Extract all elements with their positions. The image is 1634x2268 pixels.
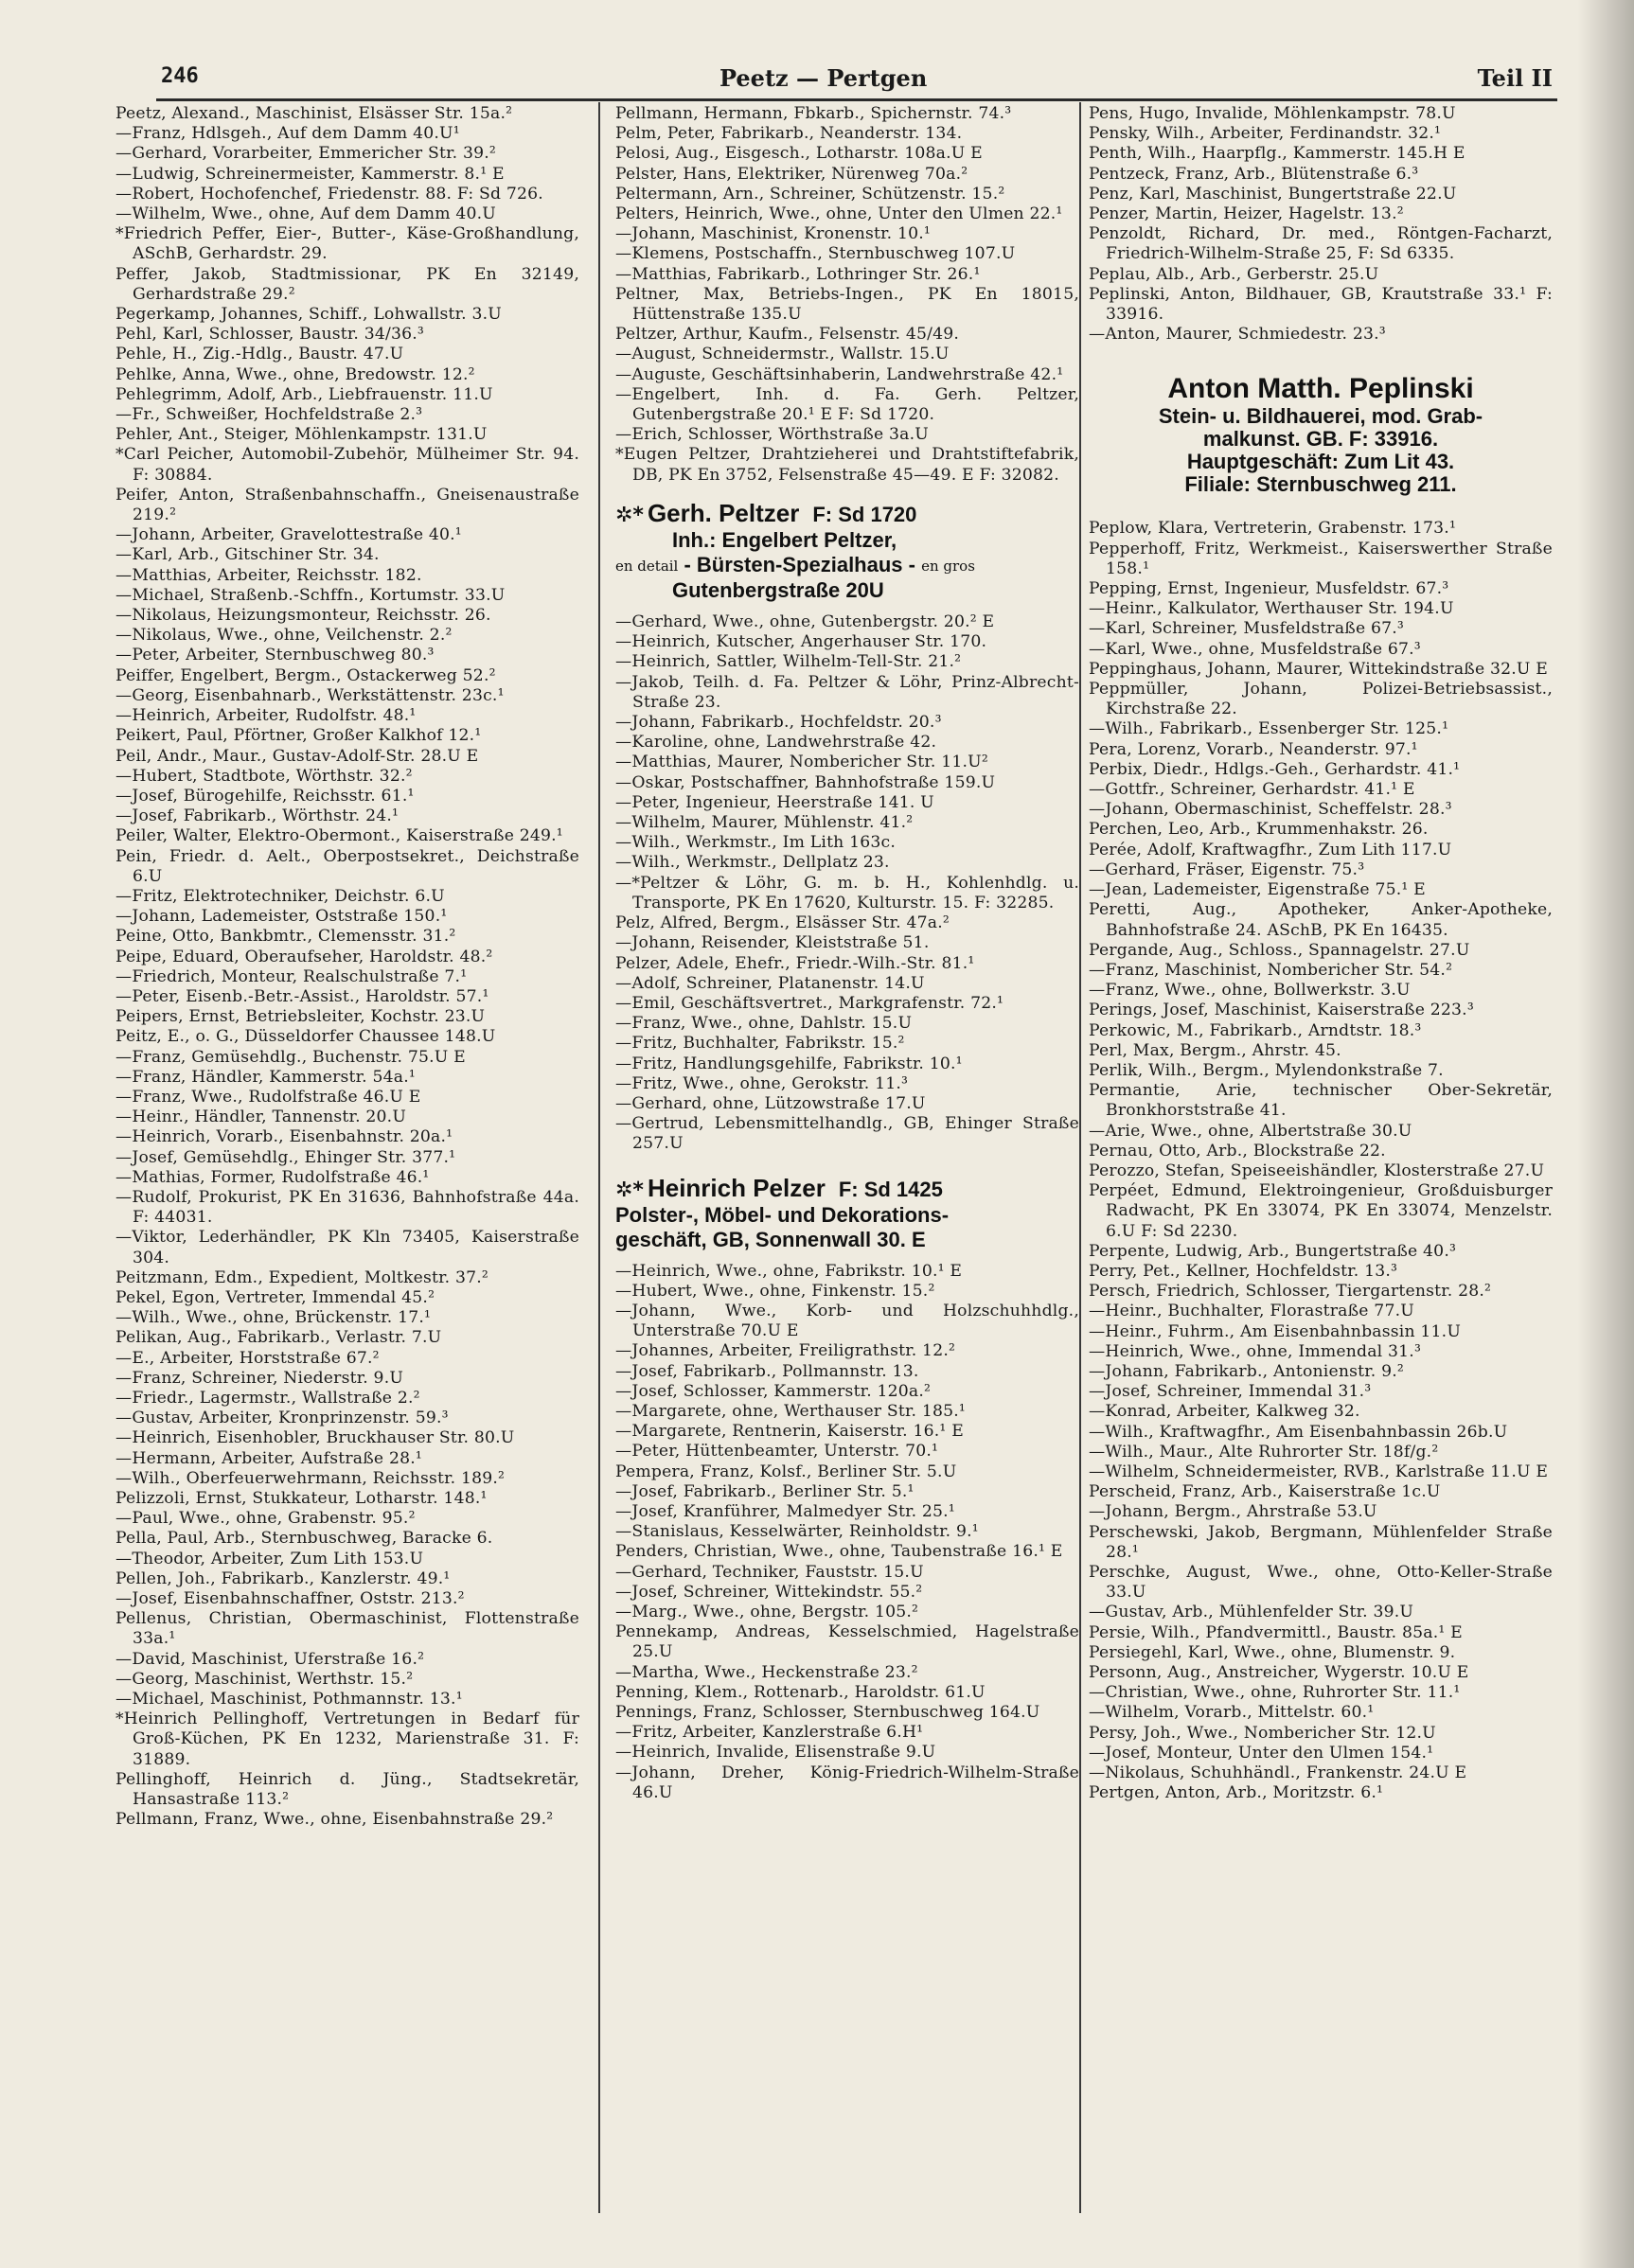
directory-entry: Perscheid, Franz, Arb., Kaiserstraße 1c.U xyxy=(1089,1482,1441,1502)
directory-entry: Persiegehl, Karl, Wwe., ohne, Blumenstr. 9. xyxy=(1089,1642,1456,1662)
directory-entry: —Heinr., Händler, Tannenstr. 20.U xyxy=(115,1107,407,1127)
directory-entry: —Heinrich, Sattler, Wilhelm-Tell-Str. 21.² xyxy=(615,652,962,672)
directory-entry: Perschke, August, Wwe., ohne, Otto-Keller-Straße 33.U xyxy=(1089,1563,1553,1603)
ad-line: Hauptgeschäft: Zum Lit 43. xyxy=(1186,450,1455,474)
directory-entry: Pepperhoff, Fritz, Werkmeist., Kaiserswerther Straße 158.¹ xyxy=(1089,539,1553,578)
directory-entry: Pegerkamp, Johannes, Schiff., Lohwallstr. 3.U xyxy=(115,305,502,325)
ad-peplinski xyxy=(1089,373,1553,496)
directory-entry: Pepping, Ernst, Ingenieur, Musfeldstr. 67.³ xyxy=(1089,579,1449,599)
directory-entry: Peiffer, Engelbert, Bergm., Ostackerweg 52.² xyxy=(115,665,496,685)
directory-entry: —Josef, Eisenbahnschaffner, Oststr. 213.² xyxy=(115,1589,465,1609)
ad-line: Polster-, Möbel- und Dekorations- xyxy=(615,1202,950,1227)
directory-entry: —Franz, Schreiner, Niederstr. 9.U xyxy=(115,1368,404,1388)
directory-entry: —Johann, Bergm., Ahrstraße 53.U xyxy=(1089,1502,1377,1522)
directory-entry: *Heinrich Pellinghoff, Vertretungen in Bedarf für Groß-Küchen, PK En 1232, Marienstraße 31. F: 31889. xyxy=(115,1710,579,1769)
directory-entry: —Gerhard, Vorarbeiter, Emmericher Str. 39.² xyxy=(115,144,496,164)
directory-entry: —Gerhard, ohne, Lützowstraße 17.U xyxy=(615,1093,926,1113)
directory-entry: Penth, Wilh., Haarpflg., Kammerstr. 145.H E xyxy=(1089,144,1465,164)
directory-entry: —Josef, Schreiner, Wittekindstr. 55.² xyxy=(615,1582,923,1602)
directory-entry: —Auguste, Geschäftsinhaberin, Landwehrstraße 42.¹ xyxy=(615,364,1064,384)
directory-entry: —Hubert, Wwe., ohne, Finkenstr. 15.² xyxy=(615,1281,935,1301)
directory-entry: —Franz, Wwe., ohne, Bollwerkstr. 3.U xyxy=(1089,981,1411,1001)
directory-entry: —Matthias, Fabrikarb., Lothringer Str. 26.¹ xyxy=(615,264,981,284)
directory-entry: Peltner, Max, Betriebs-Ingen., PK En 18015, Hüttenstraße 135.U xyxy=(615,284,1079,325)
directory-entry: —Ludwig, Schreinermeister, Kammerstr. 8.¹ E xyxy=(115,164,505,184)
directory-entry: —Heinr., Buchhalter, Florastraße 77.U xyxy=(1089,1302,1414,1321)
directory-entry: Perl, Max, Bergm., Ahrstr. 45. xyxy=(1089,1040,1341,1060)
directory-entry: Peretti, Aug., Apotheker, Anker-Apotheke, Bahnhofstraße 24. ASchB, PK En 16435. xyxy=(1089,900,1553,940)
directory-entry: Peifer, Anton, Straßenbahnschaffn., Gneisenaustraße 219.² xyxy=(115,485,579,525)
ad-note: en gros xyxy=(921,558,975,576)
directory-entry: —Gerhard, Techniker, Fauststr. 15.U xyxy=(615,1562,924,1582)
directory-entry: Peipe, Eduard, Oberaufseher, Haroldstr. 48.² xyxy=(115,947,493,966)
ad-phone: F: Sd 1425 xyxy=(838,1177,943,1201)
directory-entry: —Johann, Dreher, König-Friedrich-Wilhelm-Straße 46.U xyxy=(615,1763,1079,1802)
directory-entry: —Karl, Wwe., ohne, Musfeldstraße 67.³ xyxy=(1089,639,1421,659)
ad-phone: F: Sd 1720 xyxy=(812,502,917,526)
directory-entry: —Josef, Schlosser, Kammerstr. 120a.² xyxy=(615,1381,932,1401)
directory-entry: —Klemens, Postschaffn., Sternbuschweg 107.U xyxy=(615,244,1016,264)
page-title: Peetz — Pertgen xyxy=(719,64,928,92)
directory-entry: —August, Schneidermstr., Wallstr. 15.U xyxy=(615,345,950,364)
directory-entry: —Gustav, Arb., Mühlenfelder Str. 39.U xyxy=(1089,1603,1414,1622)
directory-entry: —Gerhard, Wwe., ohne, Gutenbergstr. 20.² E xyxy=(615,612,995,632)
directory-entry: —Johann, Fabrikarb., Hochfeldstr. 20.³ xyxy=(615,713,942,733)
directory-entry: —Fr., Schweißer, Hochfeldstraße 2.³ xyxy=(115,405,423,425)
directory-entry: —Wilhelm, Vorarb., Mittelstr. 60.¹ xyxy=(1089,1703,1375,1723)
directory-entry: —Heinr., Fuhrm., Am Eisenbahnbassin 11.U xyxy=(1089,1321,1462,1341)
directory-entry: —Heinrich, Kutscher, Angerhauser Str. 170. xyxy=(615,632,987,652)
directory-entry: Peltzer, Arthur, Kaufm., Felsenstr. 45/49. xyxy=(615,325,960,345)
directory-entry: Peikert, Paul, Pförtner, Großer Kalkhof 12.¹ xyxy=(115,726,482,746)
ad-firm: Gerh. Peltzer xyxy=(647,498,800,527)
directory-entry: Perry, Pet., Kellner, Hochfeldstr. 13.³ xyxy=(1089,1261,1398,1281)
directory-entry: —Georg, Eisenbahnarb., Werkstättenstr. 23c.¹ xyxy=(115,685,505,705)
directory-entry: —Fritz, Buchhalter, Fabrikstr. 15.² xyxy=(615,1034,905,1054)
directory-entry: —Johann, Wwe., Korb- und Holzschuhhdlg., Unterstraße 70.U E xyxy=(615,1301,1079,1341)
directory-entry: Perée, Adolf, Kraftwagfhr., Zum Lith 117.U xyxy=(1089,840,1452,859)
directory-entry: Perings, Josef, Maschinist, Kaiserstraße 223.³ xyxy=(1089,1001,1474,1020)
directory-entry: —Robert, Hochofenchef, Friedenstr. 88. F: Sd 726. xyxy=(115,184,543,204)
directory-entry: Peitz, E., o. G., Düsseldorfer Chaussee 148.U xyxy=(115,1027,496,1047)
directory-entry: —Wilh., Werkmstr., Im Lith 163c. xyxy=(615,833,897,853)
directory-entry: —*Peltzer & Löhr, G. m. b. H., Kohlenhdlg. u. Transporte, PK En 17620, Kulturstr. 15. F: 32285. xyxy=(615,873,1079,913)
directory-entry: Pellmann, Hermann, Fbkarb., Spichernstr. 74.³ xyxy=(615,104,1012,123)
directory-entry: Pehl, Karl, Schlosser, Baustr. 34/36.³ xyxy=(115,325,424,345)
directory-entry: —Erich, Schlosser, Wörthstraße 3a.U xyxy=(615,425,929,445)
directory-entry: Pempera, Franz, Kolsf., Berliner Str. 5.U xyxy=(615,1462,957,1481)
directory-entry: Peppmüller, Johann, Polizei-Betriebsassist., Kirchstraße 22. xyxy=(1089,680,1553,719)
directory-entry: —Franz, Wwe., Rudolfstraße 46.U E xyxy=(115,1087,421,1107)
directory-entry: Pehlegrimm, Adolf, Arb., Liebfrauenstr. 11.U xyxy=(115,384,493,404)
directory-entry: —Josef, Schreiner, Immendal 31.³ xyxy=(1089,1382,1372,1402)
directory-entry: Pehle, H., Zig.-Hdlg., Baustr. 47.U xyxy=(115,345,404,364)
directory-entry: Perbix, Diedr., Hdlgs.-Geh., Gerhardstr. 41.¹ xyxy=(1089,759,1461,779)
directory-entry: Pein, Friedr. d. Aelt., Oberpostsekret., Deichstraße 6.U xyxy=(115,846,579,886)
directory-entry: —Heinrich, Wwe., ohne, Immendal 31.³ xyxy=(1089,1341,1422,1361)
directory-entry: —Karl, Arb., Gitschiner Str. 34. xyxy=(115,545,380,565)
directory-entry: —Jakob, Teilh. d. Fa. Peltzer & Löhr, Prinz-Albrecht-Straße 23. xyxy=(615,672,1079,712)
directory-entry: —Oskar, Postschaffner, Bahnhofstraße 159.U xyxy=(615,772,996,792)
directory-entry: —Stanislaus, Kesselwärter, Reinholdstr. 9.¹ xyxy=(615,1522,979,1542)
directory-entry: Permantie, Arie, technischer Ober-Sekretär, Bronkhorststraße 41. xyxy=(1089,1081,1553,1121)
directory-entry: Peil, Andr., Maur., Gustav-Adolf-Str. 28.U E xyxy=(115,746,479,766)
directory-entry: —Johann, Reisender, Kleiststraße 51. xyxy=(615,933,930,953)
directory-entry: Pelizzoli, Ernst, Stukkateur, Lotharstr. 148.¹ xyxy=(115,1489,488,1509)
directory-entry: —Johann, Fabrikarb., Antonienstr. 9.² xyxy=(1089,1361,1405,1381)
directory-entry: —Wilhelm, Schneidermeister, RVB., Karlstraße 11.U E xyxy=(1089,1462,1549,1481)
directory-entry: Pennings, Franz, Schlosser, Sternbuschweg 164.U xyxy=(615,1703,1040,1722)
directory-entry: —Rudolf, Prokurist, PK En 31636, Bahnhofstraße 44a. F: 44031. xyxy=(115,1187,579,1228)
directory-entry: —Josef, Gemüsehdlg., Ehinger Str. 377.¹ xyxy=(115,1147,456,1167)
directory-entry: —Martha, Wwe., Heckenstraße 23.² xyxy=(615,1662,918,1682)
directory-entry: Pellen, Joh., Fabrikarb., Kanzlerstr. 49.¹ xyxy=(115,1568,451,1588)
directory-entry: —E., Arbeiter, Horststraße 67.² xyxy=(115,1348,380,1368)
directory-entry: —Marg., Wwe., ohne, Bergstr. 105.² xyxy=(615,1602,919,1621)
directory-entry: *Eugen Peltzer, Drahtzieherei und Drahtstiftefabrik, DB, PK En 3752, Felsenstraße 45—49. E F: 32082. xyxy=(615,445,1079,485)
directory-entry: —Fritz, Elektrotechniker, Deichstr. 6.U xyxy=(115,886,445,906)
directory-entry: —Nikolaus, Schuhhändl., Frankenstr. 24.U E xyxy=(1089,1763,1467,1783)
ad-line: Filiale: Sternbuschweg 211. xyxy=(1184,472,1457,497)
directory-entry: —Engelbert, Inh. d. Fa. Gerh. Peltzer, Gutenbergstraße 20.¹ E F: Sd 1720. xyxy=(615,384,1079,425)
directory-entry: —Peter, Hüttenbeamter, Unterstr. 70.¹ xyxy=(615,1442,939,1462)
directory-entry: Peppinghaus, Johann, Maurer, Wittekindstraße 32.U E xyxy=(1089,659,1549,679)
directory-entry: —Johannes, Arbeiter, Freiligrathstr. 12.² xyxy=(615,1341,956,1361)
page-number: 246 xyxy=(161,64,199,88)
directory-entry: Persy, Joh., Wwe., Nombericher Str. 12.U xyxy=(1089,1723,1436,1743)
directory-entry: —Heinrich, Eisenhobler, Bruckhauser Str. 80.U xyxy=(115,1428,515,1448)
directory-entry: —Franz, Hdlsgeh., Auf dem Damm 40.U¹ xyxy=(115,124,460,144)
directory-entry: —Peter, Arbeiter, Sternbuschweg 80.³ xyxy=(115,646,435,665)
directory-entry: Pellenus, Christian, Obermaschinist, Flottenstraße 33a.¹ xyxy=(115,1609,579,1649)
directory-entry: Persch, Friedrich, Schlosser, Tiergartenstr. 28.² xyxy=(1089,1282,1492,1302)
directory-entry: —Josef, Bürogehilfe, Reichsstr. 61.¹ xyxy=(115,786,415,806)
directory-entry: —Wilhelm, Wwe., ohne, Auf dem Damm 40.U xyxy=(115,204,496,224)
directory-entry: Perschewski, Jakob, Bergmann, Mühlenfelder Straße 28.¹ xyxy=(1089,1522,1553,1562)
ad-note: en detail xyxy=(615,558,679,576)
directory-entry: Persie, Wilh., Pfandvermittl., Baustr. 85a.¹ E xyxy=(1089,1622,1463,1642)
directory-entry: Pelm, Peter, Fabrikarb., Neanderstr. 134. xyxy=(615,124,963,144)
directory-entry: —Theodor, Arbeiter, Zum Lith 153.U xyxy=(115,1549,424,1568)
ad-gerh-peltzer xyxy=(615,499,1079,603)
directory-entry: Pelster, Hans, Elektriker, Nürenweg 70a.² xyxy=(615,164,968,184)
directory-entry: —Hermann, Arbeiter, Aufstraße 28.¹ xyxy=(115,1448,422,1468)
star-icon: ✲* xyxy=(615,1178,644,1202)
directory-entry: —Fritz, Wwe., ohne, Gerokstr. 11.³ xyxy=(615,1073,909,1093)
directory-entry: —Wilh., Oberfeuerwehrmann, Reichsstr. 189.² xyxy=(115,1468,506,1488)
directory-entry: Perchen, Leo, Arb., Krummenhakstr. 26. xyxy=(1089,820,1429,840)
page-part: Teil II xyxy=(1477,64,1553,92)
directory-entry: Pentzeck, Franz, Arb., Blütenstraße 6.³ xyxy=(1089,164,1419,184)
directory-entry: Peine, Otto, Bankbmtr., Clemensstr. 31.² xyxy=(115,927,456,947)
directory-entry: —Josef, Monteur, Unter den Ulmen 154.¹ xyxy=(1089,1743,1434,1763)
directory-entry: —Wilh., Werkmstr., Dellplatz 23. xyxy=(615,853,890,873)
directory-entry: —Josef, Fabrikarb., Pollmannstr. 13. xyxy=(615,1361,919,1381)
directory-entry: —Michael, Straßenb.-Schffn., Kortumstr. 33.U xyxy=(115,585,506,605)
directory-entry: —Matthias, Maurer, Nombericher Str. 11.U² xyxy=(615,753,988,772)
directory-entry: —Emil, Geschäftsvertret., Markgrafenstr. 72.¹ xyxy=(615,993,1004,1013)
directory-entry: —Wilh., Fabrikarb., Essenberger Str. 125.¹ xyxy=(1089,719,1449,739)
directory-entry: Penz, Karl, Maschinist, Bungertstraße 22.U xyxy=(1089,184,1457,204)
directory-entry: —Christian, Wwe., ohne, Ruhrorter Str. 11.¹ xyxy=(1089,1683,1461,1703)
directory-entry: —Matthias, Arbeiter, Reichsstr. 182. xyxy=(115,565,422,585)
ad-line: - Bürsten-Spezialhaus - xyxy=(684,552,915,576)
directory-entry: —Nikolaus, Wwe., ohne, Veilchenstr. 2.² xyxy=(115,626,453,646)
directory-entry: Peetz, Alexand., Maschinist, Elsässer Str. 15a.² xyxy=(115,104,513,123)
directory-entry: Penning, Klem., Rottenarb., Haroldstr. 61.U xyxy=(615,1682,986,1702)
directory-entry: —Wilhelm, Maurer, Mühlenstr. 41.² xyxy=(615,813,914,833)
directory-entry: *Friedrich Peffer, Eier-, Butter-, Käse-Großhandlung, ASchB, Gerhardstr. 29. xyxy=(115,224,579,264)
directory-entry: Pelosi, Aug., Eisgesch., Lotharstr. 108a.U E xyxy=(615,144,983,164)
directory-column-3 xyxy=(1089,104,1553,1803)
directory-entry: Peplau, Alb., Arb., Gerberstr. 25.U xyxy=(1089,264,1379,284)
page-header xyxy=(161,64,1553,102)
directory-entry: —Heinrich, Invalide, Elisenstraße 9.U xyxy=(615,1743,936,1763)
directory-entry: Pensky, Wilh., Arbeiter, Ferdinandstr. 32.¹ xyxy=(1089,124,1442,144)
directory-entry: —Franz, Händler, Kammerstr. 54a.¹ xyxy=(115,1067,416,1087)
directory-entry: Peitzmann, Edm., Expedient, Moltkestr. 37.² xyxy=(115,1267,488,1287)
star-icon: ✲* xyxy=(615,503,644,527)
directory-entry: Perlik, Wilh., Bergm., Mylendonkstraße 7. xyxy=(1089,1060,1444,1080)
directory-entry: —Peter, Ingenieur, Heerstraße 141. U xyxy=(615,792,934,812)
ad-line: Stein- u. Bildhauerei, mod. Grab- xyxy=(1158,404,1483,429)
directory-entry: —Friedr., Lagermstr., Wallstraße 2.² xyxy=(115,1389,420,1408)
ad-heinrich-pelzer xyxy=(615,1174,1079,1252)
directory-entry: Peltermann, Arn., Schreiner, Schützenstr. 15.² xyxy=(615,184,1005,204)
directory-entry: —Gerhard, Fräser, Eigenstr. 75.³ xyxy=(1089,859,1365,879)
column-divider xyxy=(598,102,600,2213)
ad-line: Inh.: Engelbert Peltzer, xyxy=(672,527,897,552)
directory-entry: —Hubert, Stadtbote, Wörthstr. 32.² xyxy=(115,766,413,786)
directory-entry: Pelzer, Adele, Ehefr., Friedr.-Wilh.-Str. 81.¹ xyxy=(615,953,975,973)
directory-entry: —Nikolaus, Heizungsmonteur, Reichsstr. 26. xyxy=(115,606,491,626)
page-edge-shadow xyxy=(1577,0,1634,2268)
directory-entry: Pertgen, Anton, Arb., Moritzstr. 6.¹ xyxy=(1089,1783,1384,1803)
directory-entry: —Wilh., Kraftwagfhr., Am Eisenbahnbassin 26b.U xyxy=(1089,1422,1508,1442)
directory-entry: Peplinski, Anton, Bildhauer, GB, Krautstraße 33.¹ F: 33916. xyxy=(1089,284,1553,325)
directory-entry: Personn, Aug., Anstreicher, Wygerstr. 10.U E xyxy=(1089,1663,1469,1683)
directory-entry: —Jean, Lademeister, Eigenstraße 75.¹ E xyxy=(1089,880,1426,900)
directory-entry: —Franz, Maschinist, Nombericher Str. 54.² xyxy=(1089,960,1453,980)
directory-entry: —Margarete, ohne, Werthauser Str. 185.¹ xyxy=(615,1401,966,1421)
directory-entry: —Johann, Arbeiter, Gravelottestraße 40.¹ xyxy=(115,525,462,545)
directory-entry: —Karl, Schreiner, Musfeldstraße 67.³ xyxy=(1089,619,1405,639)
directory-column-2 xyxy=(615,104,1079,1803)
ad-firm: Heinrich Pelzer xyxy=(647,1173,826,1202)
directory-entry: —Anton, Maurer, Schmiedestr. 23.³ xyxy=(1089,325,1386,345)
directory-entry: —Franz, Wwe., ohne, Dahlstr. 15.U xyxy=(615,1014,913,1034)
directory-entry: Peipers, Ernst, Betriebsleiter, Kochstr. 23.U xyxy=(115,1007,486,1027)
ad-line: Gutenbergstraße 20U xyxy=(672,578,884,603)
directory-entry: —Gottfr., Schreiner, Gerhardstr. 41.¹ E xyxy=(1089,780,1415,800)
directory-entry: —Fritz, Arbeiter, Kanzlerstraße 6.H¹ xyxy=(615,1723,924,1743)
directory-entry: —Konrad, Arbeiter, Kalkweg 32. xyxy=(1089,1402,1360,1422)
directory-entry: Pehlke, Anna, Wwe., ohne, Bredowstr. 12.² xyxy=(115,364,475,384)
directory-entry: Penzer, Martin, Heizer, Hagelstr. 13.² xyxy=(1089,204,1404,224)
directory-entry: Pellinghoff, Heinrich d. Jüng., Stadtsekretär, Hansastraße 113.² xyxy=(115,1769,579,1810)
directory-entry: Pehler, Ant., Steiger, Möhlenkampstr. 131.U xyxy=(115,425,488,445)
directory-entry: Perpéet, Edmund, Elektroingenieur, Großduisburger Radwacht, PK En 33074, PK En 33074, Menzelstr. 6.U F: Sd 2230. xyxy=(1089,1181,1553,1241)
directory-entry: —Arie, Wwe., ohne, Albertstraße 30.U xyxy=(1089,1121,1412,1141)
ad-line: malkunst. GB. F: 33916. xyxy=(1202,427,1439,452)
directory-entry: —Georg, Maschinist, Werthstr. 15.² xyxy=(115,1669,414,1689)
directory-entry: Penders, Christian, Wwe., ohne, Taubenstraße 16.¹ E xyxy=(615,1542,1063,1562)
directory-column-1 xyxy=(115,104,579,1830)
directory-entry: Peffer, Jakob, Stadtmissionar, PK En 32149, Gerhardstraße 29.² xyxy=(115,264,579,304)
directory-entry: —Johann, Lademeister, Oststraße 150.¹ xyxy=(115,907,448,927)
directory-entry: —Heinrich, Vorarb., Eisenbahnstr. 20a.¹ xyxy=(115,1127,453,1147)
directory-entry: —Viktor, Lederhändler, PK Kln 73405, Kaiserstraße 304. xyxy=(115,1228,579,1267)
directory-entry: Pens, Hugo, Invalide, Möhlenkampstr. 78.U xyxy=(1089,104,1456,123)
directory-entry: —Gustav, Arbeiter, Kronprinzenstr. 59.³ xyxy=(115,1409,449,1428)
directory-entry: Pelikan, Aug., Fabrikarb., Verlastr. 7.U xyxy=(115,1328,442,1348)
directory-entry: —Johann, Obermaschinist, Scheffelstr. 28.³ xyxy=(1089,800,1452,820)
directory-entry: Peplow, Klara, Vertreterin, Grabenstr. 173.¹ xyxy=(1089,519,1457,539)
directory-entry: Perozzo, Stefan, Speiseeishändler, Klosterstraße 27.U xyxy=(1089,1161,1545,1180)
directory-entry: Pellmann, Franz, Wwe., ohne, Eisenbahnstraße 29.² xyxy=(115,1810,554,1830)
directory-entry: —Michael, Maschinist, Pothmannstr. 13.¹ xyxy=(115,1690,463,1710)
ad-line: geschäft, GB, Sonnenwall 30. E xyxy=(615,1227,926,1251)
directory-entry: —Heinrich, Arbeiter, Rudolfstr. 48.¹ xyxy=(115,706,417,726)
directory-entry: Peiler, Walter, Elektro-Obermont., Kaiserstraße 249.¹ xyxy=(115,826,563,846)
directory-entry: Perpente, Ludwig, Arb., Bungertstraße 40.³ xyxy=(1089,1241,1457,1261)
directory-entry: —Wilh., Wwe., ohne, Brückenstr. 17.¹ xyxy=(115,1308,432,1328)
directory-entry: —Paul, Wwe., ohne, Grabenstr. 95.² xyxy=(115,1509,416,1529)
directory-entry: —Heinr., Kalkulator, Werthauser Str. 194.U xyxy=(1089,599,1454,619)
directory-entry: —Wilh., Maur., Alte Ruhrorter Str. 18f/g.² xyxy=(1089,1442,1439,1462)
directory-entry: —Josef, Fabrikarb., Berliner Str. 5.¹ xyxy=(615,1481,915,1501)
directory-entry: —Heinrich, Wwe., ohne, Fabrikstr. 10.¹ E xyxy=(615,1261,963,1281)
directory-entry: —Gertrud, Lebensmittelhandlg., GB, Ehinger Straße 257.U xyxy=(615,1114,1079,1154)
column-divider xyxy=(1079,102,1081,2213)
directory-entry: —Josef, Fabrikarb., Wörthstr. 24.¹ xyxy=(115,806,400,826)
directory-entry: Pergande, Aug., Schloss., Spannagelstr. 27.U xyxy=(1089,940,1470,960)
directory-entry: —Friedrich, Monteur, Realschulstraße 7.¹ xyxy=(115,966,468,986)
directory-entry: *Carl Peicher, Automobil-Zubehör, Mülheimer Str. 94. F: 30884. xyxy=(115,445,579,485)
directory-entry: Pekel, Egon, Vertreter, Immendal 45.² xyxy=(115,1287,435,1307)
directory-entry: —Peter, Eisenb.-Betr.-Assist., Haroldstr. 57.¹ xyxy=(115,986,489,1006)
directory-entry: Pelters, Heinrich, Wwe., ohne, Unter den Ulmen 22.¹ xyxy=(615,204,1063,224)
directory-entry: —Mathias, Former, Rudolfstraße 46.¹ xyxy=(115,1167,430,1187)
ad-firm: Anton Matth. Peplinski xyxy=(1167,373,1474,405)
directory-entry: —Margarete, Rentnerin, Kaiserstr. 16.¹ E xyxy=(615,1422,964,1442)
directory-entry: Pella, Paul, Arb., Sternbuschweg, Baracke 6. xyxy=(115,1529,493,1549)
directory-entry: Penzoldt, Richard, Dr. med., Röntgen-Facharzt, Friedrich-Wilhelm-Straße 25, F: Sd 6335. xyxy=(1089,224,1553,264)
header-rule xyxy=(156,98,1557,101)
directory-entry: Perkowic, M., Fabrikarb., Arndtstr. 18.³ xyxy=(1089,1020,1422,1040)
directory-entry: Pennekamp, Andreas, Kesselschmied, Hagelstraße 25.U xyxy=(615,1622,1079,1662)
directory-entry: —Adolf, Schreiner, Platanenstr. 14.U xyxy=(615,973,925,993)
directory-entry: —Karoline, ohne, Landwehrstraße 42. xyxy=(615,733,937,753)
directory-entry: —Franz, Gemüsehdlg., Buchenstr. 75.U E xyxy=(115,1047,466,1067)
directory-entry: —Johann, Maschinist, Kronenstr. 10.¹ xyxy=(615,224,932,244)
directory-entry: —David, Maschinist, Uferstraße 16.² xyxy=(115,1649,425,1669)
directory-entry: —Josef, Kranführer, Malmedyer Str. 25.¹ xyxy=(615,1501,955,1521)
directory-entry: Pelz, Alfred, Bergm., Elsässer Str. 47a.² xyxy=(615,913,950,933)
directory-entry: Pernau, Otto, Arb., Blockstraße 22. xyxy=(1089,1141,1386,1161)
directory-entry: Pera, Lorenz, Vorarb., Neanderstr. 97.¹ xyxy=(1089,739,1418,759)
directory-entry: —Fritz, Handlungsgehilfe, Fabrikstr. 10.¹ xyxy=(615,1054,963,1073)
